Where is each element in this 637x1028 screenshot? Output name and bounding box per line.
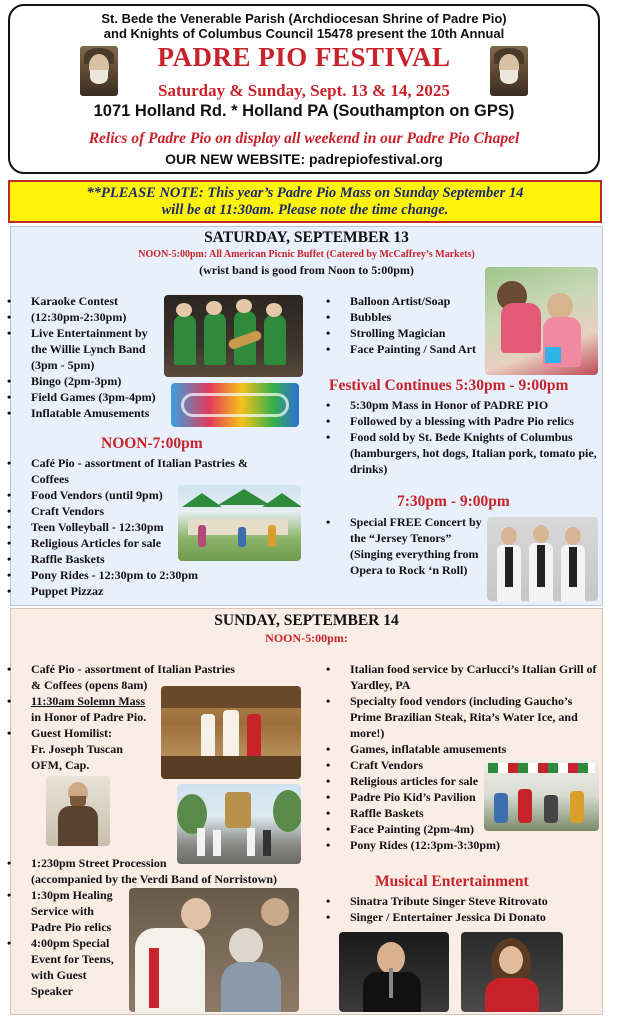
list-item: • Religious Articles for sale	[5, 535, 285, 551]
sunday-section	[10, 608, 603, 1015]
street-procession-photo	[177, 784, 301, 864]
festival-continues-heading: Festival Continues 5:30pm - 9:00pm	[329, 377, 569, 394]
organizer-line-2: and Knights of Columbus Council 15478 present the 10th Annual	[103, 26, 505, 41]
list-item: • Craft Vendors	[5, 503, 285, 519]
list-item: • 5:30pm Mass in Honor of PADRE PIO	[324, 397, 609, 413]
notice-line-1: **PLEASE NOTE: This year’s Padre Pio Mass on Sunday September 14	[86, 185, 524, 201]
notice-line-2: will be at 11:30am. Please note the time change.	[161, 202, 449, 218]
kids-pavilion-photo	[484, 759, 599, 831]
list-item: • Karaoke Contest	[5, 293, 165, 309]
willie-lynch-band-photo	[164, 295, 303, 377]
sunday-heading: SUNDAY, SEPTEMBER 14	[214, 612, 399, 629]
list-item: & Coffees (opens 8am)	[31, 678, 148, 692]
list-item: • 1:230pm Street Procession	[5, 855, 305, 871]
face-painting-photo	[485, 267, 598, 375]
list-item: • Field Games (3pm-4pm)	[5, 389, 165, 405]
music-list	[324, 893, 609, 925]
list-item: Padre Pio relics	[31, 920, 112, 934]
list-item: • Face Painting (2pm-4m)	[324, 821, 609, 837]
homilist-photo	[46, 776, 110, 846]
list-item: • Live Entertainment by	[5, 325, 165, 341]
steve-ritrovato-photo	[339, 932, 449, 1012]
list-item: • Food sold by St. Bede Knights of Columbus	[324, 429, 609, 445]
procession-list	[5, 855, 305, 887]
list-item: • Balloon Artist/Soap	[324, 293, 494, 309]
list-item: (3pm - 5pm)	[31, 358, 95, 372]
list-item: • Games, inflatable amusements	[324, 741, 609, 757]
list-item: Speaker	[31, 984, 73, 998]
list-item: OFM, Cap.	[31, 758, 90, 772]
list-item: more!)	[350, 726, 385, 740]
list-item: • Inflatable Amusements	[5, 405, 165, 421]
list-item: Prime Brazilian Steak, Rita’s Water Ice, and	[350, 710, 578, 724]
saturday-heading: SATURDAY, SEPTEMBER 13	[204, 229, 409, 246]
list-item: • Puppet Pizzaz	[5, 583, 285, 599]
mass-time-notice	[8, 180, 602, 223]
festival-address: 1071 Holland Rd. * Holland PA (Southampton on GPS)	[93, 102, 515, 120]
list-item: • Pony Rides (12:3pm-3:30pm)	[324, 837, 609, 853]
list-item: in Honor of Padre Pio.	[31, 710, 147, 724]
relics-note: Relics of Padre Pio on display all weekend in our Padre Pio Chapel	[88, 130, 520, 147]
saturday-right-list	[324, 293, 494, 357]
list-item: • Face Painting / Sand Art	[324, 341, 494, 357]
list-item: Opera to Rock ‘n Roll)	[350, 563, 468, 577]
list-item: • Padre Pio Kid’s Pavilion	[324, 789, 609, 805]
vendor-tents-photo	[178, 485, 301, 561]
padre-pio-portrait-left-icon	[80, 46, 118, 96]
saturday-section	[10, 226, 603, 606]
list-item: • Raffle Baskets	[324, 805, 609, 821]
list-item: • Café Pio - assortment of Italian Pastries &	[5, 455, 285, 471]
saturday-buffet: NOON-5:00pm: All American Picnic Buffet (Catered by McCaffrey’s Markets)	[138, 249, 475, 260]
list-item: the Willie Lynch Band	[31, 342, 146, 356]
festival-header	[8, 4, 600, 174]
list-item: drinks)	[350, 462, 388, 476]
list-item: • Food Vendors (until 9pm)	[5, 487, 285, 503]
list-item: Fr. Joseph Tuscan	[31, 742, 123, 756]
list-item: • Special FREE Concert by	[324, 514, 494, 530]
list-item: with Guest	[31, 968, 87, 982]
list-item: • Café Pio - assortment of Italian Pastries	[5, 661, 265, 677]
healing-teens-list	[5, 887, 135, 999]
list-item: Service with	[31, 904, 94, 918]
inflatable-amusements-photo	[171, 383, 299, 427]
jessica-di-donato-photo	[461, 932, 563, 1012]
list-item: • Strolling Magician	[324, 325, 494, 341]
list-item: • (12:30pm-2:30pm)	[5, 309, 165, 325]
saturday-concert-list	[324, 514, 494, 578]
list-item: • Guest Homilist:	[5, 725, 265, 741]
list-item: (hamburgers, hot dogs, Italian pork, tomato pie,	[350, 446, 597, 460]
list-item: • Religious articles for sale	[324, 773, 609, 789]
jersey-tenors-photo	[487, 517, 598, 601]
list-item: (Singing everything from	[350, 547, 479, 561]
concert-heading: 7:30pm - 9:00pm	[397, 493, 510, 510]
list-item: • 1:30pm Healing	[5, 887, 135, 903]
list-item: • Pony Rides - 12:30pm to 2:30pm	[5, 567, 285, 583]
saturday-wristband: (wrist band is good from Noon to 5:00pm)	[199, 263, 414, 277]
list-item: • Raffle Baskets	[5, 551, 285, 567]
organizer-line-1: St. Bede the Venerable Parish (Archdiocesan Shrine of Padre Pio)	[101, 11, 507, 26]
festival-dates: Saturday & Sunday, Sept. 13 & 14, 2025	[158, 81, 450, 100]
healing-service-photo	[129, 888, 299, 1012]
list-item: • Bingo (2pm-3pm)	[5, 373, 165, 389]
list-item: • Craft Vendors	[324, 757, 609, 773]
festival-title: PADRE PIO FESTIVAL	[157, 42, 451, 72]
list-item: • Teen Volleyball - 12:30pm	[5, 519, 285, 535]
saturday-evening-list	[324, 397, 609, 477]
solemn-mass-photo	[161, 686, 301, 779]
list-item: • Specialty food vendors (including Gaucho’s	[324, 693, 609, 709]
list-item: • Italian food service by Carlucci’s Italian Grill of	[324, 661, 609, 677]
list-item: • Sinatra Tribute Singer Steve Ritrovato	[324, 893, 609, 909]
list-item: • 4:00pm Special	[5, 935, 135, 951]
list-item: the “Jersey Tenors”	[350, 531, 452, 545]
list-item: • Singer / Entertainer Jessica Di Donato	[324, 909, 609, 925]
list-item: (accompanied by the Verdi Band of Norristown)	[31, 872, 278, 886]
website-line[interactable]: OUR NEW WEBSITE: padrepiofestival.org	[165, 151, 443, 167]
saturday-left-list	[5, 293, 165, 421]
list-item: Event for Teens,	[31, 952, 114, 966]
sunday-subheading: NOON-5:00pm:	[265, 631, 348, 645]
padre-pio-portrait-right-icon	[490, 46, 528, 96]
musical-entertainment-heading: Musical Entertainment	[375, 873, 529, 890]
list-item: • 11:30am Solemn Mass	[5, 693, 265, 709]
noon-seven-heading: NOON-7:00pm	[101, 435, 203, 452]
list-item: Coffees	[31, 472, 69, 486]
list-item: • Bubbles	[324, 309, 494, 325]
list-item: Yardley, PA	[350, 678, 411, 692]
list-item: • Followed by a blessing with Padre Pio relics	[324, 413, 609, 429]
